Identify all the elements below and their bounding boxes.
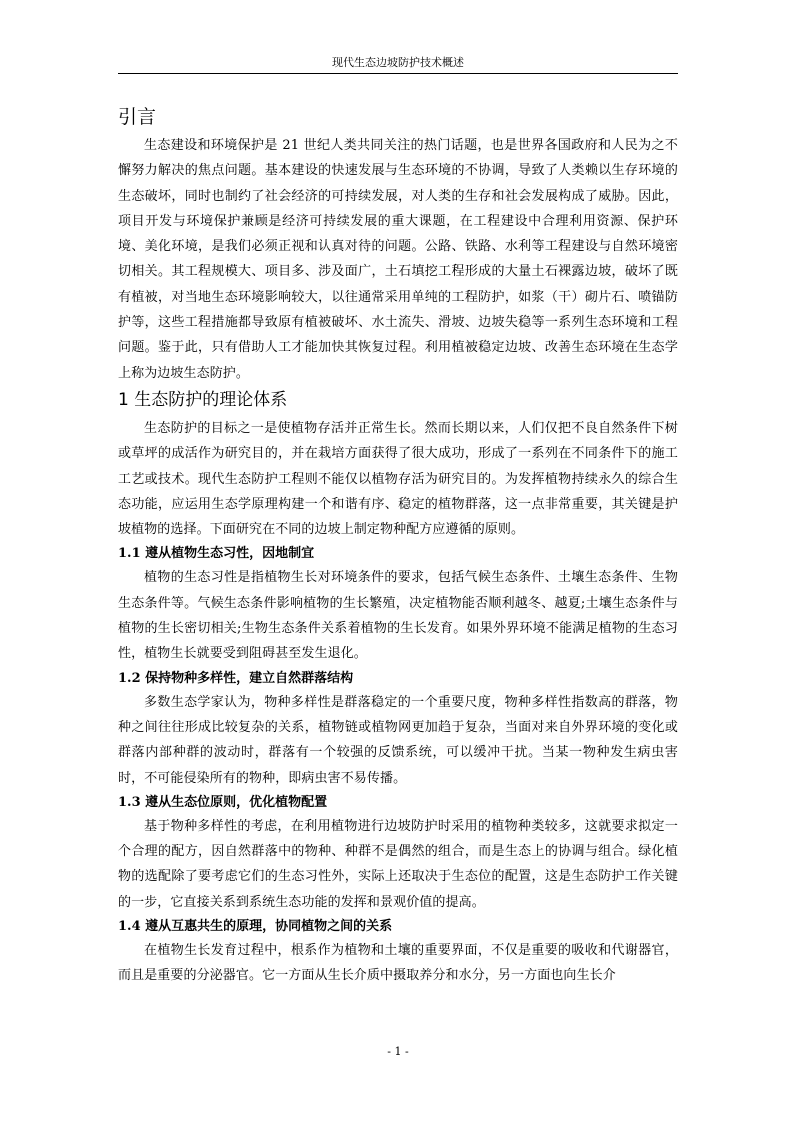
section-1-paragraph: 生态防护的目标之一是使植物存活并正常生长。然而长期以来，人们仅把不良自然条件下树或草坪的成活作为研究目的，并在栽培方面获得了很大成功，形成了一系列在不同条件下的施工工艺或技术。现代生态防护工程则不能仅以植物存活为研究目的。为发挥植物持续永久的综合生态功能，应运用生态学原理构建一个和谐有序、稳定的植物群落，这一点非常重要，其关键是护坡植物的选择。下面研究在不同的边坡上制定物种配方应遵循的原则。 <box>118 420 678 538</box>
subsection-1-4-heading: 1.4 遵从互惠共生的原理，协同植物之间的关系 <box>118 919 393 935</box>
subsection-1-2-heading: 1.2 保持物种多样性，建立自然群落结构 <box>118 670 354 686</box>
subsection-1-3-heading: 1.3 遵从生态位原则，优化植物配置 <box>118 794 328 810</box>
running-header: 现代生态边坡防护技术概述 <box>332 56 464 69</box>
section-1-heading: 1 生态防护的理论体系 <box>118 389 288 410</box>
page-number: - 1 - <box>387 1045 409 1058</box>
subsection-1-1-heading: 1.1 遵从植物生态习性，因地制宜 <box>118 546 315 562</box>
subsection-1-4-paragraph: 在植物生长发育过程中，根系作为植物和土壤的重要界面，不仅是重要的吸收和代谢器官，而且是重要的分泌器官。它一方面从生长介质中摄取养分和水分，另一方面也向生长介 <box>118 943 678 984</box>
document-body <box>118 104 678 991</box>
intro-heading: 引言 <box>118 106 157 128</box>
subsection-1-3-paragraph: 基于物种多样性的考虑，在利用植物进行边坡防护时采用的植物种类较多，这就要求拟定一个合理的配方，因自然群落中的物种、种群不是偶然的组合，而是生态上的协调与组合。绿化植物的选配除了要考虑它们的生态习性外，实际上还取决于生态位的配置，这是生态防护工作关键的一步，它直接关系到系统生态功能的发挥和景观价值的提高。 <box>118 818 678 910</box>
subsection-1-2-paragraph: 多数生态学家认为，物种多样性是群落稳定的一个重要尺度，物种多样性指数高的群落，物种之间往往形成比较复杂的关系，植物链或植物网更加趋于复杂，当面对来自外界环境的变化或群落内部种群的波动时，群落有一个较强的反馈系统，可以缓冲干扰。当某一物种发生病虫害时，不可能侵染所有的物种，即病虫害不易传播。 <box>118 694 678 786</box>
header-divider <box>118 73 678 74</box>
intro-paragraph: 生态建设和环境保护是 21 世纪人类共同关注的热门话题，也是世界各国政府和人民为之不懈努力解决的焦点问题。基本建设的快速发展与生态环境的不协调，导致了人类赖以生存环境的生态破坏，同时也制约了社会经济的可持续发展，对人类的生存和社会发展构成了威胁。因此，项目开发与环境保护兼顾是经济可持续发展的重大课题，在工程建设中合理利用资源、保护环境、美化环境，是我们必须正视和认真对待的问题。公路、铁路、水利等工程建设与自然环境密切相关。其工程规模大、项目多、涉及面广，土石填挖工程形成的大量土石裸露边坡，破坏了既有植被，对当地生态环境影响较大，以往通常采用单纯的工程防护，如浆（干）砌片石、喷锚防护等，这些工程措施都导致原有植被破坏、水土流失、滑坡、边坡失稳等一系列生态环境和工程问题。鉴于此，只有借助人工才能加快其恢复过程。利用植被稳定边坡、改善生态环境在生态学上称为边坡生态防护。 <box>118 138 678 381</box>
subsection-1-1-paragraph: 植物的生态习性是指植物生长对环境条件的要求，包括气候生态条件、土壤生态条件、生物生态条件等。气候生态条件影响植物的生长繁殖，决定植物能否顺利越冬、越夏;土壤生态条件与植物的生长密切相关;生物生态条件关系着植物的生长发育。如果外界环境不能满足植物的生态习性，植物生长就要受到阻碍甚至发生退化。 <box>118 570 678 662</box>
